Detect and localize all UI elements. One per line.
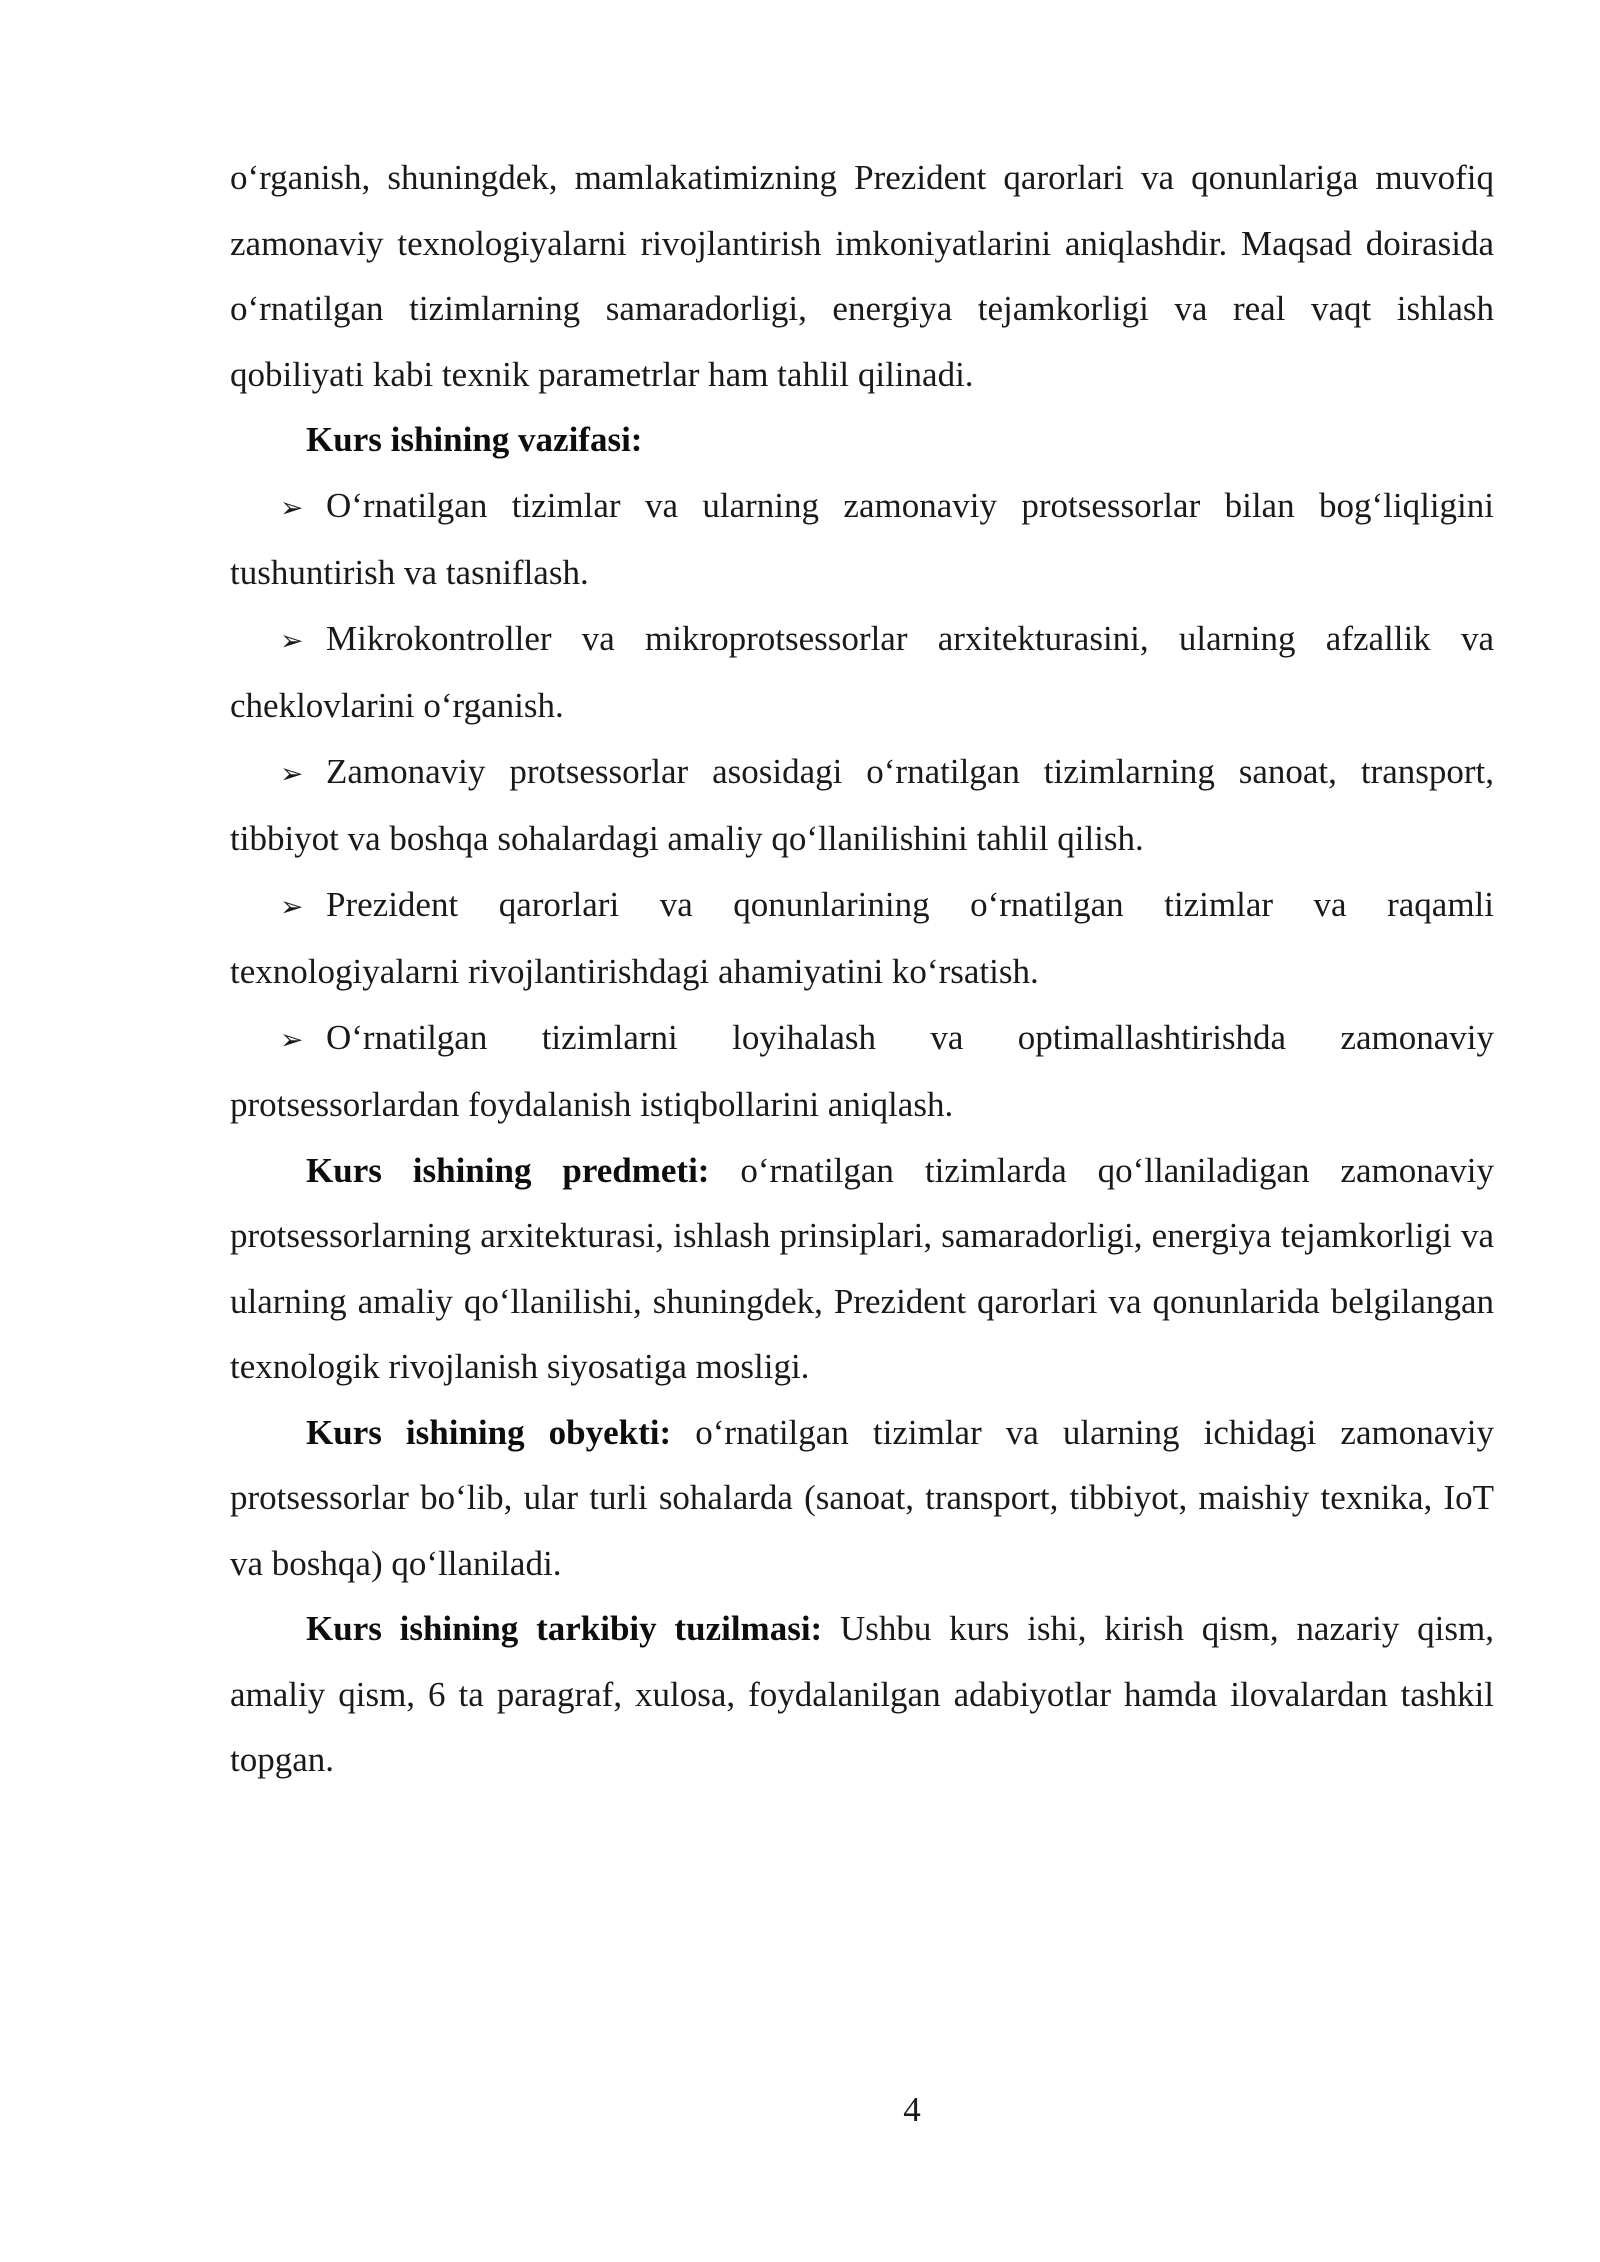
subject-text: o‘rnatilgan tizimlarda qo‘llaniladigan zamonaviy protsessorlarning arxitekturasi, ishlash prinsiplari, samaradorligi, energiya tejamkorligi va ularning amaliy qo‘llanilishi, shuningdek, Prezident qarorlari va qonunlarida belgilangan texnologik rivojlanish siyosatiga mosligi. <box>230 1150 1494 1386</box>
task-text-5: O‘rnatilgan tizimlarni loyihalash va optimallashtirishda zamonaviy protsessorlardan foydalanish istiqbollarini aniqlash. <box>230 1017 1494 1124</box>
subject-paragraph <box>230 1138 1494 1400</box>
object-text: o‘rnatilgan tizimlar va ularning ichidagi zamonaviy protsessorlar bo‘lib, ular turli sohalarda (sanoat, transport, tibbiyot, maishiy texnika, IoT va boshqa) qo‘llaniladi. <box>230 1412 1494 1583</box>
task-item-5 <box>230 1005 1494 1138</box>
task-item-3 <box>230 739 1494 872</box>
task-item-2 <box>230 606 1494 739</box>
document-page <box>230 145 1494 1793</box>
arrow-bullet-icon: ➢ <box>280 756 304 790</box>
structure-paragraph <box>230 1596 1494 1793</box>
object-paragraph <box>230 1400 1494 1597</box>
tasks-heading: Kurs ishining vazifasi: <box>306 420 643 459</box>
arrow-bullet-icon: ➢ <box>280 1022 304 1056</box>
task-item-4 <box>230 872 1494 1005</box>
object-heading: Kurs ishining obyekti: <box>306 1412 672 1452</box>
structure-heading: Kurs ishining tarkibiy tuzilmasi: <box>306 1609 823 1648</box>
subject-heading: Kurs ishining predmeti: <box>306 1150 710 1190</box>
tasks-heading-paragraph <box>230 407 1494 473</box>
structure-text: Ushbu kurs ishi, kirish qism, nazariy qism, amaliy qism, 6 ta paragraf, xulosa, foydalanilgan adabiyotlar hamda ilovalardan tashkil topgan. <box>230 1609 1494 1779</box>
page-number: 4 <box>903 2090 921 2129</box>
intro-continuation-paragraph: o‘rganish, shuningdek, mamlakatimizning Prezident qarorlari va qonunlariga muvofiq zamonaviy texnologiyalarni rivojlantirish imkoniyatlarini aniqlashdir. Maqsad doirasida o‘rnatilgan tizimlarning samaradorligi, energiya tejamkorligi va real vaqt ishlash qobiliyati kabi texnik parametrlar ham tahlil qilinadi. <box>230 158 1494 394</box>
task-item-1 <box>230 473 1494 606</box>
task-text-3: Zamonaviy protsessorlar asosidagi o‘rnatilgan tizimlarning sanoat, transport, tibbiyot va boshqa sohalardagi amaliy qo‘llanilishini tahlil qilish. <box>230 751 1494 858</box>
task-text-4: Prezident qarorlari va qonunlarining o‘rnatilgan tizimlar va raqamli texnologiyalarni rivojlantirishdagi ahamiyatini ko‘rsatish. <box>230 884 1494 991</box>
task-text-1: O‘rnatilgan tizimlar va ularning zamonaviy protsessorlar bilan bog‘liqligini tushuntirish va tasniflash. <box>230 485 1494 592</box>
arrow-bullet-icon: ➢ <box>280 623 304 657</box>
arrow-bullet-icon: ➢ <box>280 889 304 923</box>
arrow-bullet-icon: ➢ <box>280 490 304 524</box>
task-text-2: Mikrokontroller va mikroprotsessorlar arxitekturasini, ularning afzallik va cheklovlarini o‘rganish. <box>230 618 1494 725</box>
